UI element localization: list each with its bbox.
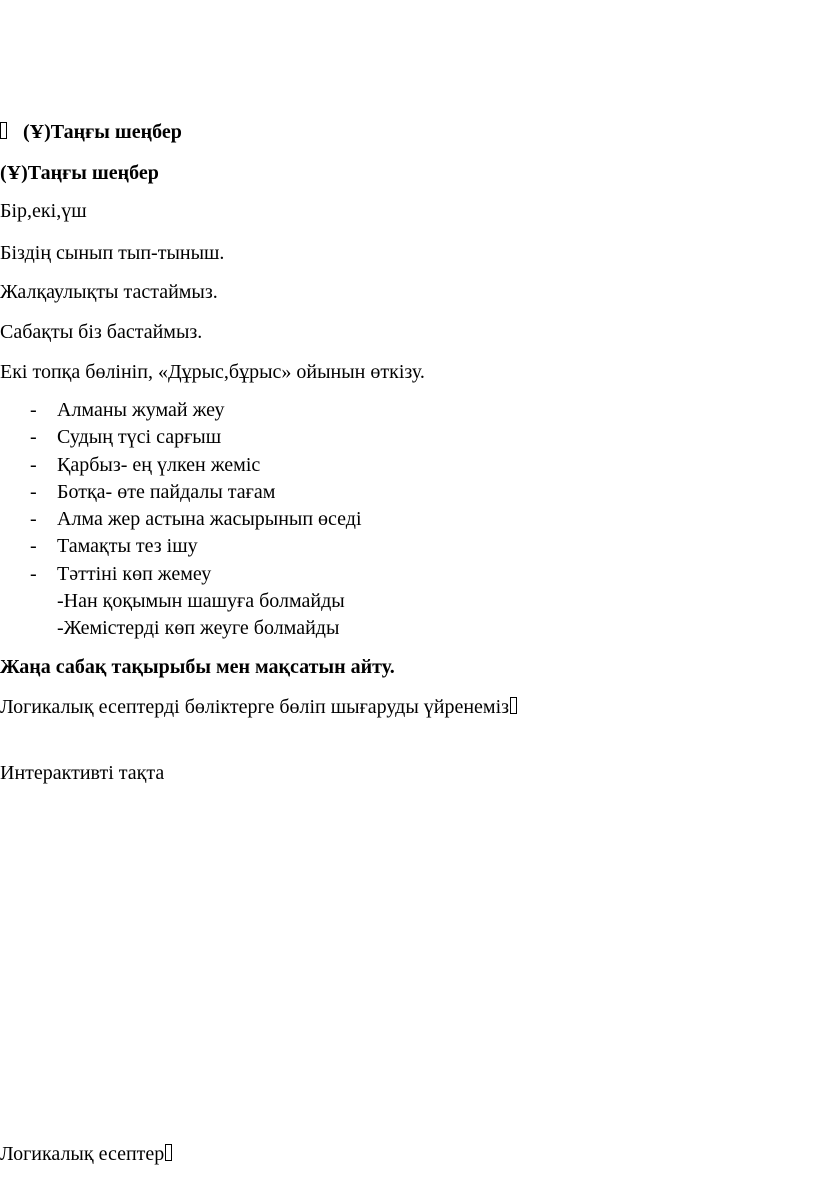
heading: (Ұ)Таңғы шеңбер <box>0 162 159 184</box>
list-item-text: Тамақты тез ішу <box>57 535 198 558</box>
heading-with-box <box>0 120 182 144</box>
missing-glyph-icon <box>0 122 7 139</box>
list-item <box>30 425 362 452</box>
goal-text <box>0 695 517 719</box>
text-line-2: Біздің сынып тып-тыныш. <box>0 242 225 264</box>
missing-glyph-icon <box>510 697 517 714</box>
dash-bullet: - <box>30 562 37 585</box>
sub-list-item: -Нан қоқымын шашуға болмайды <box>57 590 345 612</box>
list-item <box>30 507 362 534</box>
heading-with-box-text: (Ұ)Таңғы шеңбер <box>23 121 182 143</box>
list-item-text: Қарбыз- ең үлкен жеміс <box>57 453 261 476</box>
list-item <box>30 453 362 480</box>
goal-text-content: Логикалық есептерді бөліктерге бөліп шығаруды үйренеміз <box>0 696 510 718</box>
dash-bullet: - <box>30 453 37 476</box>
dash-bullet: - <box>30 508 37 531</box>
footer-text <box>0 1142 172 1166</box>
list-item-text: Тәттіні көп жемеу <box>57 562 212 585</box>
text-line-3: Жалқаулықты тастаймыз. <box>0 281 218 303</box>
list-item <box>30 480 362 507</box>
sub-list-item: -Жемістерді көп жеуге болмайды <box>57 617 340 640</box>
dash-bullet: - <box>30 535 37 558</box>
missing-glyph-icon <box>165 1144 172 1161</box>
list-item-text: Алманы жумай жеу <box>57 399 225 421</box>
list-item <box>30 398 362 425</box>
text-line-4: Сабақты біз бастаймыз. <box>0 321 203 343</box>
text-line-1: Бір,екі,үш <box>0 200 87 222</box>
dash-list <box>30 398 362 589</box>
list-item <box>30 562 362 589</box>
sub-list <box>57 589 345 644</box>
list-item-text: Алма жер астына жасырынып өседі <box>57 508 362 531</box>
list-item-text: Судың түсі сарғыш <box>57 426 222 449</box>
list-item <box>30 534 362 561</box>
dash-bullet: - <box>30 399 37 421</box>
section-title: Жаңа сабақ тақырыбы мен мақсатын айту. <box>0 656 395 678</box>
interactive-board-label: Интерактивті тақта <box>0 762 165 784</box>
dash-bullet: - <box>30 480 37 503</box>
list-item-text: Ботқа- өте пайдалы тағам <box>57 480 276 503</box>
footer-text-content: Логикалық есептер <box>0 1143 165 1165</box>
text-line-5: Екі топқа бөлініп, «Дұрыс,бұрыс» ойынын өткізу. <box>0 361 425 383</box>
dash-bullet: - <box>30 426 37 449</box>
